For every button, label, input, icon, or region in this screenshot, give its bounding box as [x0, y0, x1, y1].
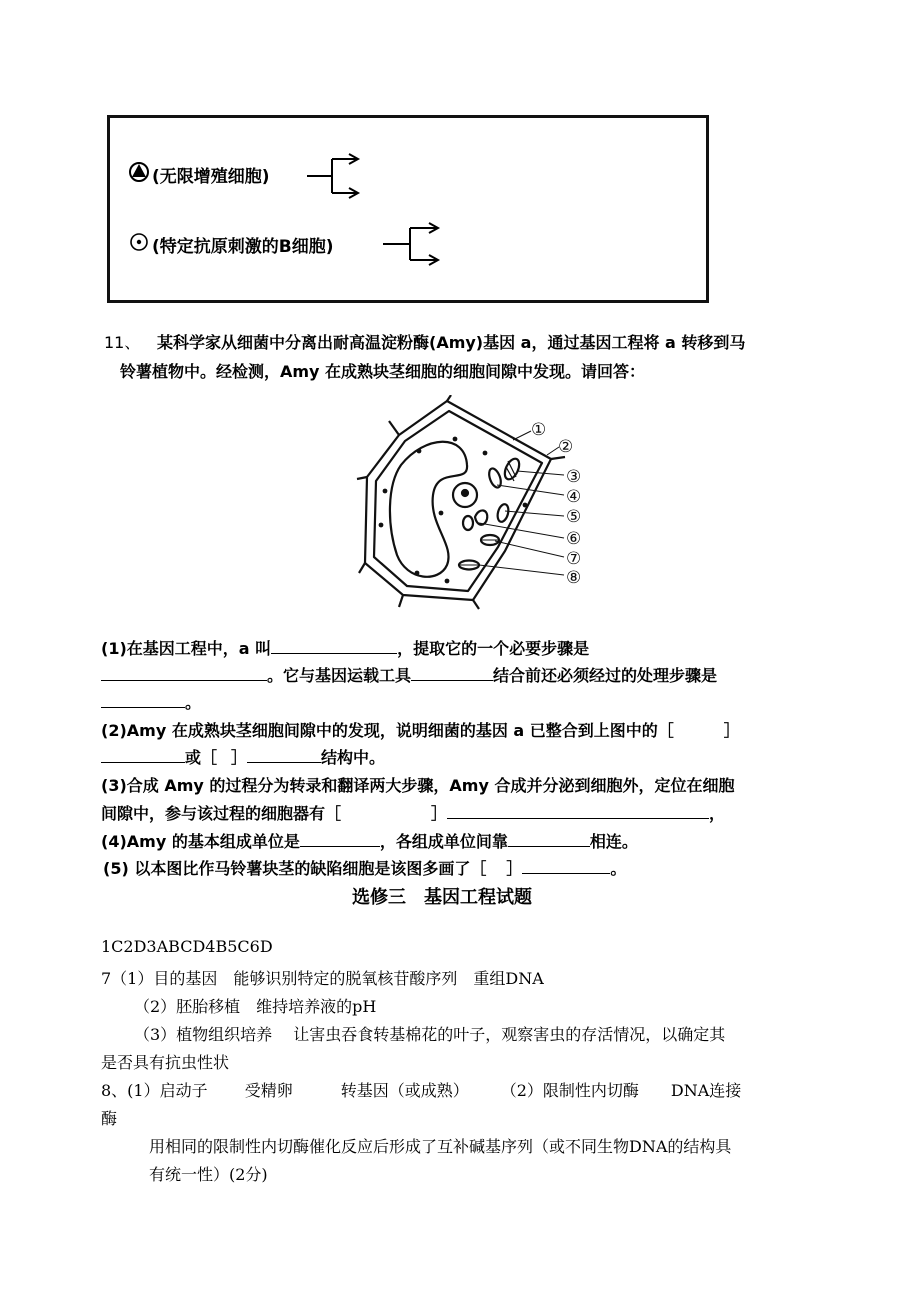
blank-5[interactable] — [101, 748, 185, 763]
sub-question-4: (4)Amy 的基本组成单位是 ，各组成单位间靠 相连。 — [101, 832, 638, 851]
question-text-2: 铃薯植物中。经检测，Amy 在成熟块茎细胞的细胞间隙中发现。请回答： — [120, 362, 646, 381]
answer-line-8: 用相同的限制性内切酶催化反应后形成了互补碱基序列（或不同生物DNA的结构具 — [149, 1137, 732, 1156]
answer-line-3: （2）胚胎移植 维持培养液的pH — [134, 997, 377, 1016]
dot-circle-icon — [131, 234, 147, 250]
answer-line-7: 酶 — [101, 1109, 118, 1128]
blank-3[interactable] — [411, 666, 493, 681]
sub-question-1-line-3: 。 — [101, 690, 201, 713]
answer-line-4: （3）植物组织培养 让害虫吞食转基棉花的叶子，观察害虫的存活情况，以确定其 — [134, 1025, 726, 1044]
branch-arrow-1 — [307, 154, 358, 198]
box-line-2: (特定抗原刺激的B细胞) — [152, 237, 334, 257]
section-title: 选修三 基因工程试题 — [352, 887, 532, 908]
sub-question-2-line-1: (2)Amy 在成熟块茎细胞间隙中的发现，说明细菌的基因 a 已整合到上图中的［ ］ — [101, 721, 740, 740]
sub-question-1-line-1: (1)在基因工程中，a 叫 ，提取它的一个必要步骤是 — [101, 639, 590, 658]
blank-6[interactable] — [247, 748, 321, 763]
answer-line-1: 1C2D3ABCD4B5C6D — [101, 937, 273, 956]
question-text-1: 某科学家从细菌中分离出耐高温淀粉酶(Amy)基因 a，通过基因工程将 a 转移到马 — [157, 333, 746, 352]
blank-8[interactable] — [300, 832, 380, 847]
label-8: ⑧ — [566, 568, 582, 588]
label-5: ⑤ — [566, 507, 582, 527]
answer-line-5: 是否具有抗虫性状 — [101, 1053, 230, 1072]
sub-question-3-line-1: (3)合成 Amy 的过程分为转录和翻译两大步骤，Amy 合成并分泌到细胞外，定位在细胞 — [101, 776, 735, 795]
label-1: ① — [531, 420, 547, 440]
blank-9[interactable] — [508, 832, 590, 847]
label-2: ② — [558, 437, 574, 457]
label-7: ⑦ — [566, 549, 582, 569]
branch-arrow-2 — [383, 223, 438, 265]
blank-2[interactable] — [101, 666, 267, 681]
label-6: ⑥ — [566, 529, 582, 549]
box-line-1: (无限增殖细胞) — [152, 167, 270, 187]
blank-4[interactable] — [101, 693, 185, 708]
blank-1[interactable] — [271, 639, 397, 654]
question-number: 11、 — [104, 333, 141, 352]
blank-7[interactable] — [447, 804, 709, 819]
vacuole — [390, 442, 467, 577]
label-3: ③ — [566, 467, 582, 487]
triangle-circle-icon — [130, 163, 148, 181]
sub-question-1-line-2: 。它与基因运载工具 结合前还必须经过的处理步骤是 — [101, 663, 717, 686]
answer-line-9: 有统一性）(2分) — [149, 1165, 268, 1184]
plant-cell-diagram — [355, 395, 600, 610]
answer-line-6: 8、(1）启动子 受精卵 转基因（或成熟） （2）限制性内切酶 DNA连接 — [101, 1081, 742, 1100]
sub-question-5: (5) 以本图比作马铃薯块茎的缺陷细胞是该图多画了［ ］ 。 — [103, 859, 627, 878]
sub-question-3-line-2: 间隙中，参与该过程的细胞器有［ ］ ， — [101, 804, 726, 823]
answer-line-2: 7（1）目的基因 能够识别特定的脱氧核苷酸序列 重组DNA — [101, 969, 544, 988]
label-4: ④ — [566, 487, 582, 507]
blank-10[interactable] — [522, 859, 610, 874]
sub-question-2-line-2: 或［ ］ 结构中。 — [101, 745, 385, 768]
